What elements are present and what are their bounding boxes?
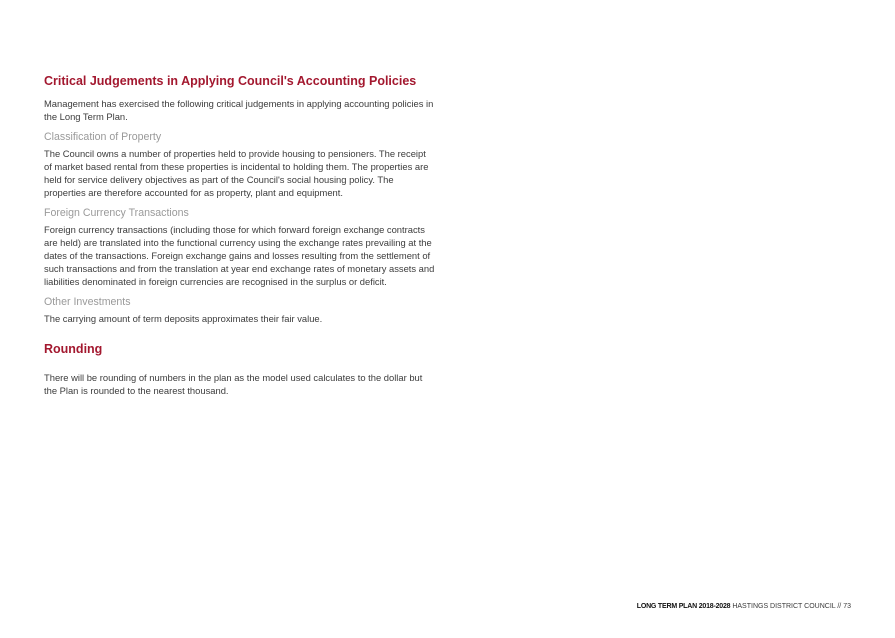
rounding-paragraph: There will be rounding of numbers in the plan as the model used calculates to the dollar but the Plan is rounded to the nearest thousand. (44, 372, 423, 396)
footer-plan-title: LONG TERM PLAN 2018-2028 (636, 603, 731, 610)
intro-paragraph: Management has exercised the following critical judgements in applying accounting policies in the Long Term Plan. (44, 98, 434, 122)
footer-separator: // (837, 603, 842, 610)
main-content (44, 73, 436, 397)
classification-of-property-paragraph: The Council owns a number of properties held to provide housing to pensioners. The receipt of market based rental from these properties is incidental to holding them. The properties are held for service delivery objectives as part of the Council's social housing policy. The properties are therefore accounted for as property, plant and equipment. (44, 148, 429, 198)
footer-council-name: HASTINGS DISTRICT COUNCIL (732, 603, 836, 610)
classification-of-property-heading: Classification of Property (44, 131, 162, 143)
page-footer (637, 602, 851, 612)
other-investments-paragraph: The carrying amount of term deposits approximates their fair value. (44, 313, 323, 324)
footer-page-number: 73 (843, 603, 851, 610)
rounding-heading: Rounding (44, 342, 103, 356)
other-investments-heading: Other Investments (44, 296, 131, 308)
foreign-currency-heading: Foreign Currency Transactions (44, 207, 189, 219)
critical-judgements-heading: Critical Judgements in Applying Council's Accounting Policies (44, 74, 417, 88)
foreign-currency-paragraph: Foreign currency transactions (including those for which forward foreign exchange contracts are held) are translated into the functional currency using the exchange rates prevailing at the dates of the transactions. Foreign exchange gains and losses resulting from the settlement of such transactions and from the translation at year end exchange rates of monetary assets and liabilities denominated in foreign currencies are recognised in the surplus or deficit. (44, 224, 435, 287)
